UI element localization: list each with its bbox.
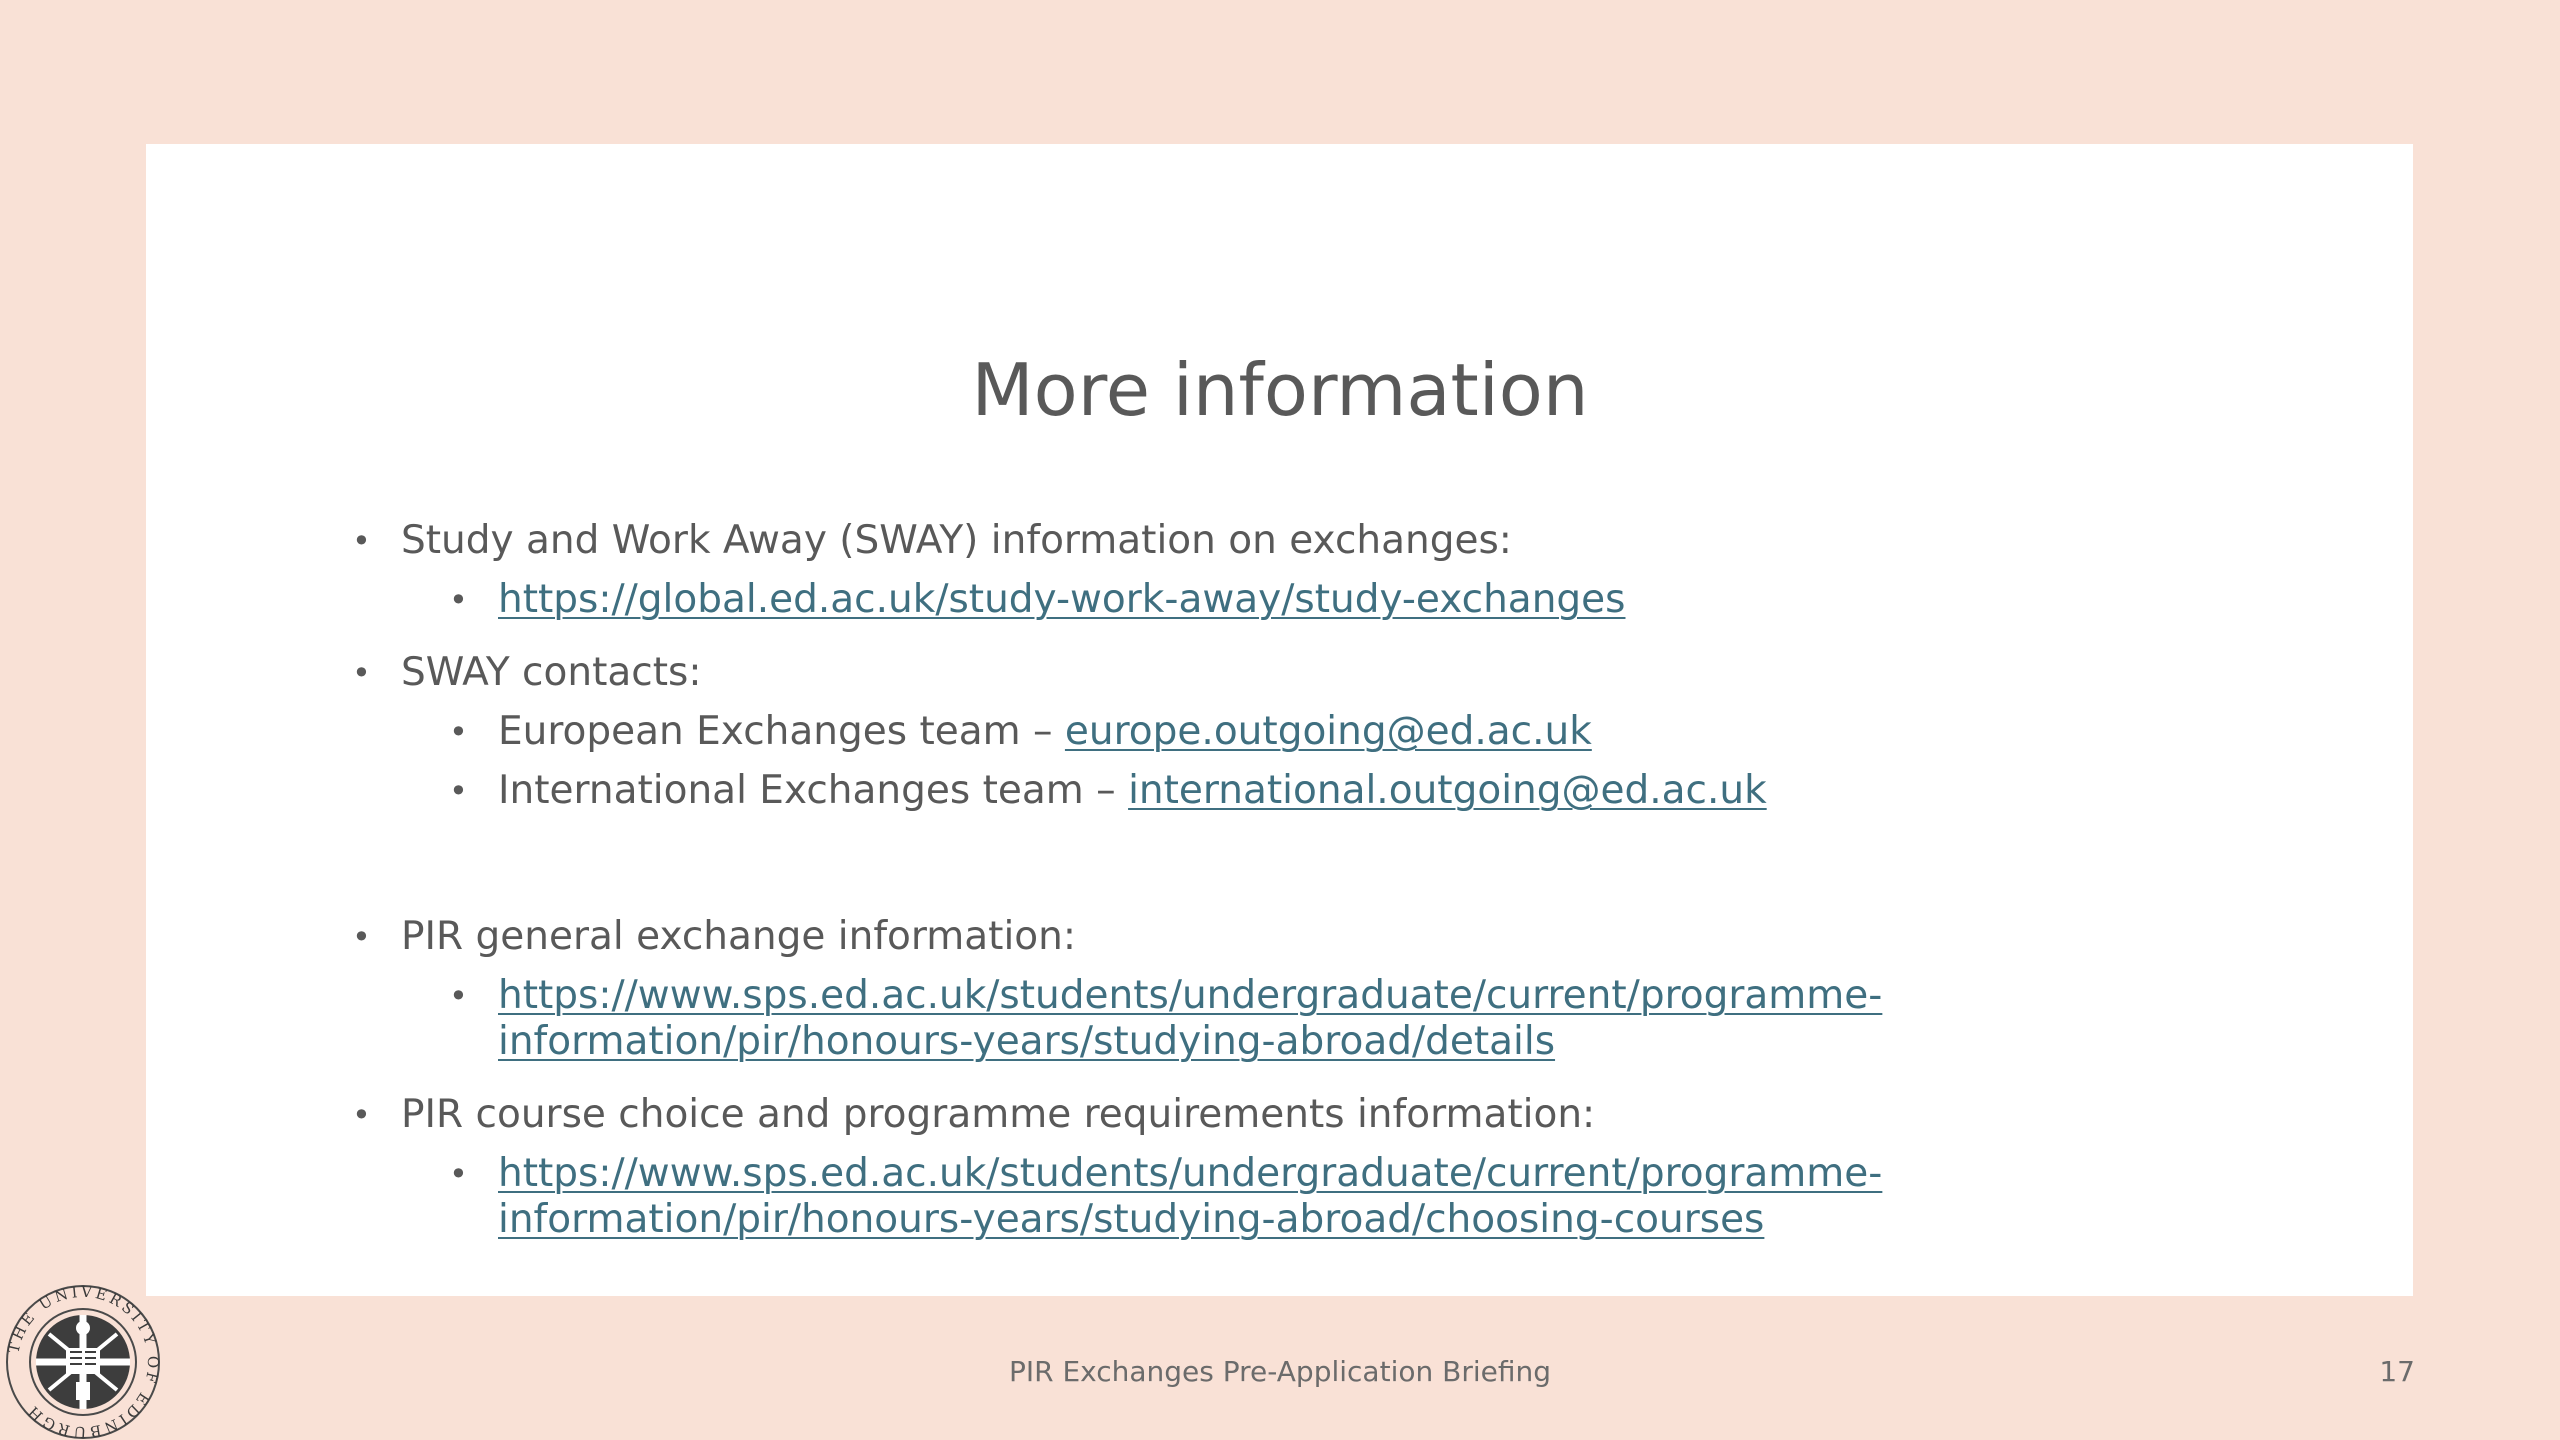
- sub-bullet-pir-course-link-cont: [498, 1197, 1764, 1243]
- slide-title: More information: [971, 348, 1589, 432]
- bullet-sway-info: Study and Work Away (SWAY) information on exchanges:: [401, 518, 1512, 563]
- pir-general-link-line2[interactable]: information/pir/honours-years/studying-abroad/details: [498, 1019, 1556, 1064]
- european-team-label: European Exchanges team –: [498, 709, 1065, 754]
- page-number: 17: [2379, 1355, 2415, 1388]
- footer-title: PIR Exchanges Pre-Application Briefing: [1008, 1355, 1552, 1388]
- sub-bullet-marker: •: [449, 1155, 468, 1193]
- bullet-pir-course: PIR course choice and programme requirements information:: [401, 1092, 1596, 1137]
- pir-course-link-line1[interactable]: https://www.sps.ed.ac.uk/students/undergraduate/current/programme-: [498, 1151, 1883, 1196]
- international-team-email-link[interactable]: international.outgoing@ed.ac.uk: [1128, 768, 1767, 813]
- international-team-label: International Exchanges team –: [498, 768, 1129, 813]
- bullet-pir-general: PIR general exchange information:: [401, 914, 1076, 959]
- university-of-edinburgh-crest-icon: [2, 1284, 164, 1440]
- bullet-marker: •: [352, 1096, 371, 1134]
- sub-bullet-pir-general-link-cont: [498, 1019, 1555, 1065]
- sway-exchanges-link[interactable]: https://global.ed.ac.uk/study-work-away/study-exchanges: [498, 577, 1626, 622]
- european-team-email-link[interactable]: europe.outgoing@ed.ac.uk: [1064, 709, 1592, 754]
- sub-bullet-pir-course-link: [498, 1151, 1882, 1197]
- sub-bullet-marker: •: [449, 581, 468, 619]
- sub-bullet-european-team: [498, 709, 1592, 755]
- bullet-marker: •: [352, 522, 371, 560]
- bullet-sway-contacts: SWAY contacts:: [401, 650, 702, 695]
- sub-bullet-sway-link: [498, 577, 1625, 623]
- pir-course-link-line2[interactable]: information/pir/honours-years/studying-abroad/choosing-courses: [498, 1197, 1765, 1242]
- bullet-marker: •: [352, 654, 371, 692]
- svg-text:THE UNIVERSITY OF EDINBURGH: THE UNIVERSITY OF EDINBURGH: [4, 1284, 163, 1440]
- pir-general-link-line1[interactable]: https://www.sps.ed.ac.uk/students/undergraduate/current/programme-: [498, 973, 1883, 1018]
- sub-bullet-international-team: [498, 768, 1767, 814]
- bullet-marker: •: [352, 918, 371, 956]
- sub-bullet-pir-general-link: [498, 973, 1882, 1019]
- sub-bullet-marker: •: [449, 713, 468, 751]
- sub-bullet-marker: •: [449, 977, 468, 1015]
- sub-bullet-marker: •: [449, 772, 468, 810]
